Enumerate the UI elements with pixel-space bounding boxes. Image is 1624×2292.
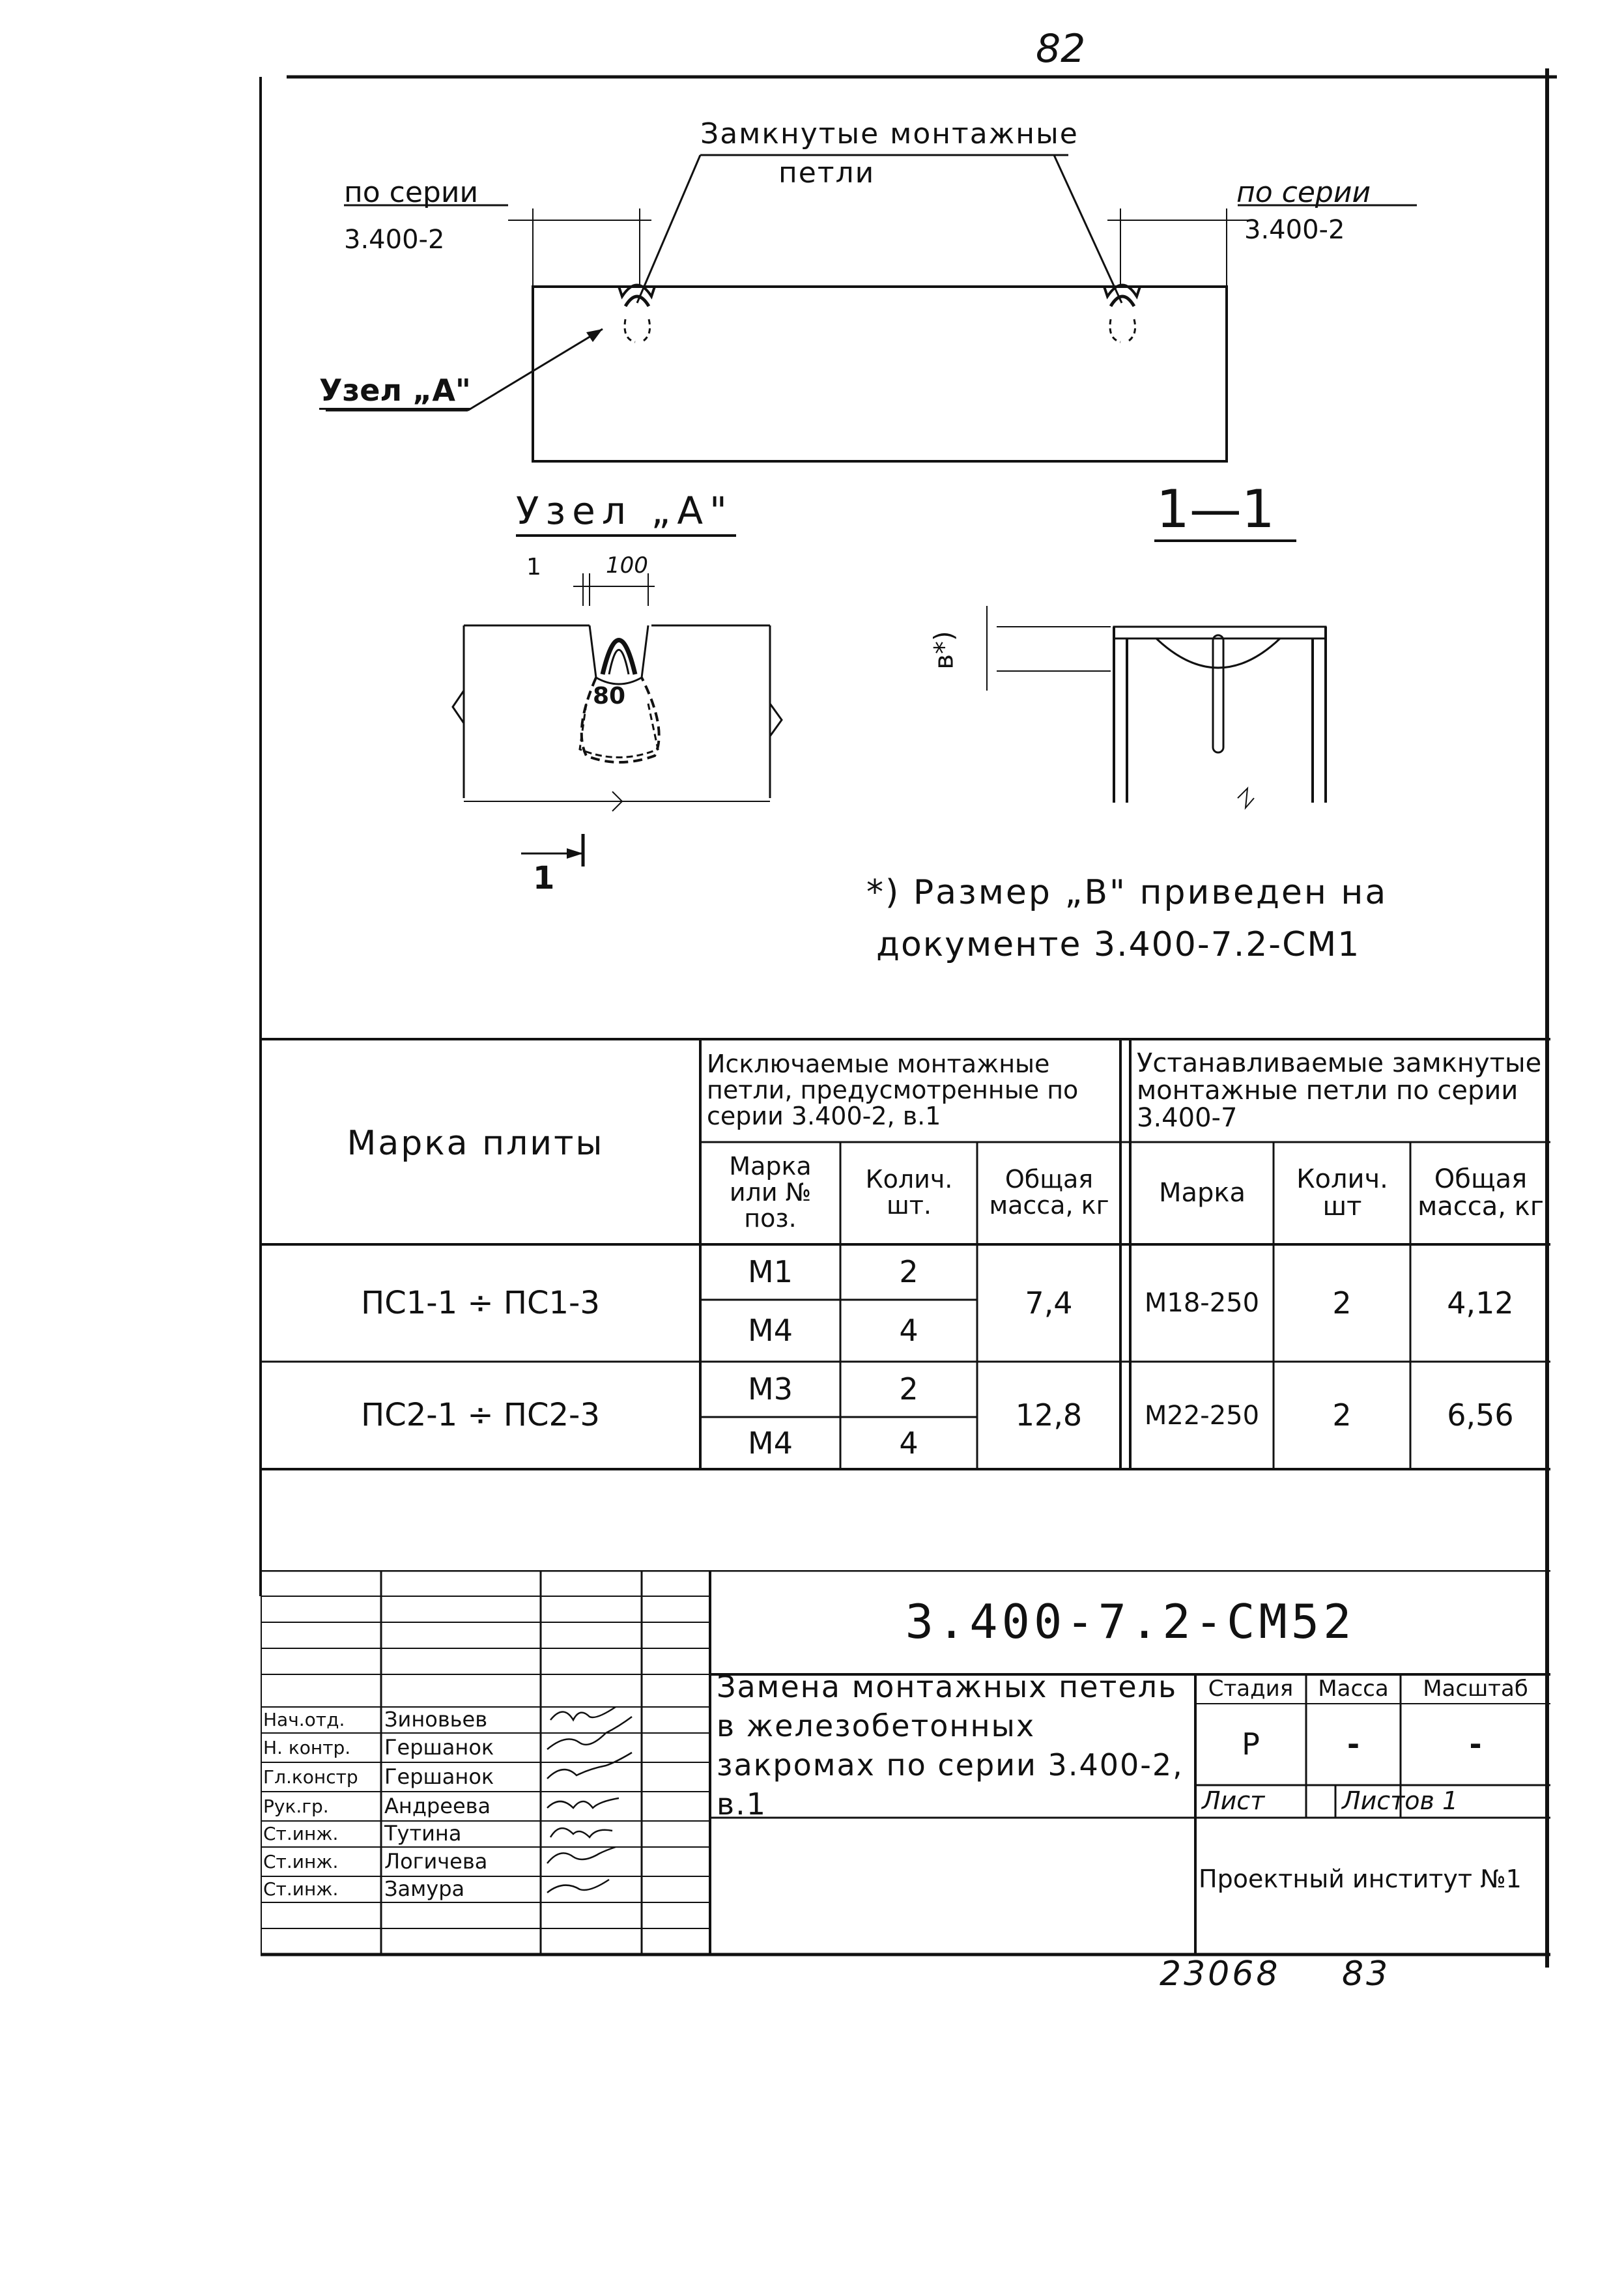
role-3: Гл.констр xyxy=(263,1766,358,1788)
closed-loops-label xyxy=(700,117,1079,150)
name-2: Гершанок xyxy=(384,1734,494,1760)
table-row-1-ex2-qty: 4 xyxy=(899,1313,919,1349)
table-row-2-ex-mass: 12,8 xyxy=(1015,1397,1083,1433)
role-2: Н. контр. xyxy=(263,1736,351,1758)
section-title: 1—1 xyxy=(1156,479,1275,539)
footer-number-left: 23068 xyxy=(1160,1955,1281,1994)
node-a-title: Узел „А" xyxy=(516,489,734,533)
mass-value: - xyxy=(1346,1726,1360,1762)
closed-loops-label-2: петли xyxy=(778,156,876,190)
table-row-2-ex1-qty: 2 xyxy=(899,1371,919,1407)
group-header-excluded: Исключаемые монтажные петли, предусмотренные по серии 3.400-2, в.1 xyxy=(707,1050,1079,1130)
table-row-1-ex2-mark: М4 xyxy=(748,1313,793,1349)
scale-value: - xyxy=(1469,1726,1482,1762)
table-row-1-ex1-mark: М1 xyxy=(748,1254,793,1290)
name-7: Замура xyxy=(384,1876,465,1902)
sub-header-qty: Колич. шт. xyxy=(865,1165,953,1220)
role-5: Ст.инж. xyxy=(263,1823,339,1845)
mass-label: Масса xyxy=(1318,1675,1389,1702)
institute: Проектный институт №1 xyxy=(1199,1865,1522,1894)
sub-header-mass: Общая масса, кг xyxy=(989,1165,1109,1220)
table-row-2-ex2-mark: М4 xyxy=(748,1425,793,1461)
sub-header-qty2: Колич. шт xyxy=(1296,1164,1388,1222)
table-row-1-ex1-qty: 2 xyxy=(899,1254,919,1290)
series-left-line1: по серии xyxy=(344,176,479,209)
scale-label: Масштаб xyxy=(1423,1675,1528,1702)
drawing-title: Замена монтажных петель в железобетонных закромах по серии 3.400-2, в.1 xyxy=(717,1669,1184,1822)
sub-header-mark: Марка xyxy=(1158,1178,1246,1208)
table-row-2-in-mass: 6,56 xyxy=(1447,1397,1514,1433)
name-3: Гершанок xyxy=(384,1764,494,1789)
dim-1: 1 xyxy=(526,554,541,580)
footer-number-right: 83 xyxy=(1342,1955,1391,1994)
title-block xyxy=(261,1570,1550,1961)
table-row-2-in-mark: М22-250 xyxy=(1144,1400,1260,1431)
role-4: Рук.гр. xyxy=(263,1795,329,1817)
dim-80: 80 xyxy=(593,683,626,709)
closed-loops-label-line1: Замкнутые монтажные xyxy=(700,117,1079,150)
series-left-line2: 3.400-2 xyxy=(344,225,445,255)
sheets-label: Листов 1 xyxy=(1342,1786,1459,1816)
page-number-top: 82 xyxy=(1036,26,1086,72)
name-1: Зиновьев xyxy=(384,1707,488,1732)
series-right-line1: по серии xyxy=(1236,176,1371,209)
series-right-line2: 3.400-2 xyxy=(1244,215,1345,245)
sub-header-mass2: Общая масса, кг xyxy=(1417,1164,1544,1222)
section-mark-1: 1 xyxy=(533,860,555,896)
role-7: Ст.инж. xyxy=(263,1878,339,1900)
role-6: Ст.инж. xyxy=(263,1850,339,1872)
table-row-1-in-mass: 4,12 xyxy=(1447,1285,1514,1321)
sub-header-mark-pos: Марка или № поз. xyxy=(729,1152,812,1233)
table-row-1-plate: ПС1-1 ÷ ПС1-3 xyxy=(361,1284,600,1321)
table-row-1-ex-mass: 7,4 xyxy=(1025,1285,1073,1321)
col-header-plate-mark: Марка плиты xyxy=(347,1123,605,1163)
table-row-2-in-qty: 2 xyxy=(1332,1397,1352,1433)
sheet-label: Лист xyxy=(1202,1786,1265,1816)
table-row-2-ex2-qty: 4 xyxy=(899,1425,919,1461)
dim-b: в*) xyxy=(929,631,960,670)
dim-100: 100 xyxy=(606,552,648,579)
doc-code: 3.400-7.2-СМ52 xyxy=(905,1594,1356,1650)
spec-table xyxy=(261,1039,1550,1472)
stage-value: Р xyxy=(1242,1726,1260,1762)
table-row-1-in-qty: 2 xyxy=(1332,1285,1352,1321)
group-header-installed: Устанавливаемые замкнутые монтажные петли по серии 3.400-7 xyxy=(1137,1048,1542,1133)
stage-label: Стадия xyxy=(1208,1675,1294,1702)
name-6: Логичева xyxy=(384,1848,488,1874)
note-line1: *) Размер „В" приведен на xyxy=(866,873,1388,912)
name-4: Андреева xyxy=(384,1793,491,1818)
signatures xyxy=(547,1707,632,1893)
role-1: Нач.отд. xyxy=(263,1709,345,1731)
table-row-2-ex1-mark: М3 xyxy=(748,1371,793,1407)
note-line2: документе 3.400-7.2-СМ1 xyxy=(876,925,1361,964)
node-a-callout: Узел „А" xyxy=(319,373,471,410)
name-5: Тутина xyxy=(384,1821,462,1846)
section-1-1 xyxy=(987,541,1326,808)
table-row-2-plate: ПС2-1 ÷ ПС2-3 xyxy=(361,1397,600,1434)
table-row-1-in-mark: М18-250 xyxy=(1144,1288,1260,1318)
